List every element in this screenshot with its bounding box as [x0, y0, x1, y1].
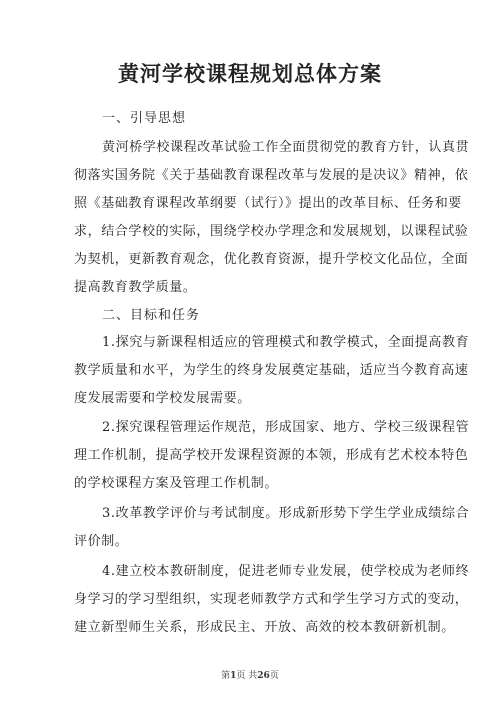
paragraph-line: 评价制。 — [74, 534, 129, 549]
section-heading-goals-tasks: 二、目标和任务 — [102, 308, 201, 323]
paragraph-line: 求，结合学校的实际，围绕学校办学理念和发展规划，以课程试验 — [74, 224, 469, 239]
document-title: 黄河学校课程规划总体方案 — [118, 62, 382, 86]
footer-page-number: 1 — [230, 671, 237, 681]
paragraph-goal-3 — [74, 500, 470, 556]
section-heading-guiding-thought: 一、引导思想 — [102, 111, 187, 126]
paragraph-line: 的学校课程方案及管理工作机制。 — [74, 476, 279, 491]
paragraph-line: 提高教育教学质量。 — [74, 280, 197, 295]
paragraph-line: 彻落实国务院《关于基础教育课程改革与发展的是决议》精神，依 — [74, 168, 469, 183]
paragraph-line: 4.建立校本教研制度，促进老师专业发展，使学校成为老师终 — [102, 564, 470, 579]
footer-total-pages: 26 — [257, 671, 270, 681]
paragraph-goal-4 — [74, 558, 470, 642]
paragraph-goal-2 — [74, 414, 470, 498]
footer-middle: 页 共 — [236, 671, 258, 681]
paragraph-line: 2.探究课程管理运作规范，形成国家、地方、学校三级课程管 — [102, 420, 470, 435]
paragraph-guiding-thought — [74, 134, 470, 302]
paragraph-line: 身学习的学习型组织，实现老师教学方式和学生学习方式的变动， — [74, 592, 469, 607]
footer-suffix: 页 — [269, 671, 279, 681]
paragraph-line: 教学质量和水平，为学生的终身发展奠定基础，适应当今教育高速 — [74, 363, 469, 378]
page-footer — [0, 668, 500, 681]
paragraph-line: 3.改革教学评价与考试制度。形成新形势下学生学业成绩综合 — [102, 506, 470, 521]
paragraph-line: 度发展需要和学校发展需要。 — [74, 391, 251, 406]
paragraph-line: 理工作机制，提高学校开发课程资源的本领，形成有艺术校本特色 — [74, 448, 469, 463]
footer-prefix: 第 — [221, 671, 231, 681]
paragraph-line: 建立新型师生关系，形成民主、开放、高效的校本教研新机制。 — [74, 620, 455, 635]
paragraph-line: 黄河桥学校课程改革试验工作全面贯彻党的教育方针，认真贯 — [102, 140, 470, 155]
paragraph-line: 为契机，更新教育观念，优化教育资源，提升学校文化品位，全面 — [74, 252, 469, 267]
paragraph-line: 1.探究与新课程相适应的管理模式和教学模式，全面提高教育 — [102, 335, 470, 350]
paragraph-line: 照《基础教育课程改革纲要（试行）》提出的改革目标、任务和要 — [74, 196, 462, 211]
paragraph-goal-1 — [74, 329, 470, 413]
